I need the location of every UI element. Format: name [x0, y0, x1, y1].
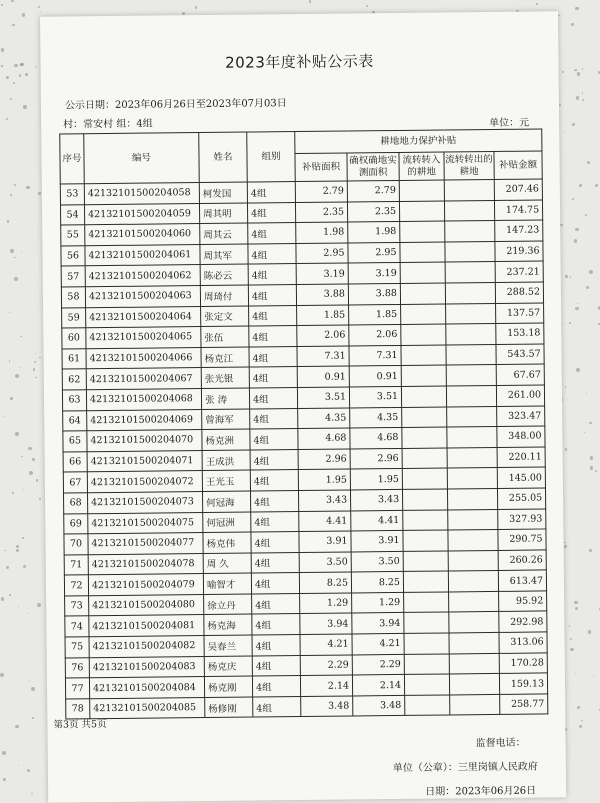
cell-transfer-in	[400, 242, 445, 263]
cell-seq: 53	[60, 184, 84, 205]
cell-group: 4组	[253, 696, 301, 717]
cell-name: 周 久	[203, 553, 251, 574]
cell-seq: 74	[65, 616, 89, 637]
cell-seq: 78	[66, 699, 90, 720]
cell-amount: 323.47	[497, 405, 545, 426]
cell-seq: 75	[65, 637, 89, 658]
cell-confirmed-area: 1.29	[352, 592, 404, 613]
cell-name: 周其云	[200, 223, 248, 244]
cell-seq: 71	[64, 554, 88, 575]
cell-transfer-out	[450, 694, 500, 715]
cell-transfer-in	[404, 612, 449, 633]
cell-group: 4组	[249, 346, 297, 367]
cell-confirmed-area: 3.51	[349, 386, 401, 407]
cell-code: 42132101500204082	[89, 636, 204, 658]
cell-amount: 255.05	[497, 488, 545, 509]
cell-code: 42132101500204077	[88, 533, 203, 555]
cell-code: 42132101500204085	[90, 697, 205, 719]
cell-area: 2.14	[300, 675, 352, 696]
cell-transfer-out	[446, 303, 496, 324]
cell-transfer-out	[448, 571, 498, 592]
cell-transfer-in	[401, 324, 446, 345]
cell-name: 周其军	[200, 244, 248, 265]
cell-transfer-in	[404, 674, 449, 695]
document-title: 2023年度补贴公示表	[225, 52, 374, 72]
header-area: 补贴面积	[295, 153, 347, 182]
cell-transfer-out	[447, 406, 497, 427]
cell-transfer-in	[401, 304, 446, 325]
cell-transfer-out	[446, 385, 496, 406]
cell-confirmed-area: 7.31	[349, 345, 401, 366]
period-label: 公示日期：	[64, 99, 116, 112]
cell-area: 2.95	[296, 243, 348, 264]
cell-confirmed-area: 4.21	[352, 633, 404, 654]
cell-transfer-out	[444, 179, 494, 200]
cell-amount: 147.23	[495, 220, 543, 241]
cell-area: 1.29	[300, 593, 352, 614]
cell-transfer-in	[403, 509, 448, 530]
cell-transfer-out	[449, 633, 499, 654]
cell-code: 42132101500204080	[89, 594, 204, 616]
cell-group: 4组	[249, 305, 297, 326]
subsidy-notice-sheet	[40, 11, 566, 802]
cell-name: 杨克洲	[202, 429, 250, 450]
cell-confirmed-area: 4.35	[350, 407, 402, 428]
cell-name: 杨克江	[201, 347, 249, 368]
cell-area: 3.50	[299, 552, 351, 573]
cell-transfer-out	[447, 468, 497, 489]
cell-confirmed-area: 2.06	[349, 325, 401, 346]
cell-name: 周其明	[199, 203, 247, 224]
cell-seq: 55	[61, 225, 85, 246]
cell-group: 4组	[252, 614, 300, 635]
cell-confirmed-area: 2.35	[347, 201, 399, 222]
table-row	[66, 694, 548, 720]
cell-group: 4组	[250, 470, 298, 491]
cell-code: 42132101500204060	[85, 224, 200, 246]
cell-confirmed-area: 4.68	[350, 428, 402, 449]
cell-amount: 159.13	[499, 673, 547, 694]
cell-area: 1.85	[297, 305, 349, 326]
cell-area: 4.41	[299, 510, 351, 531]
cell-amount: 67.67	[496, 364, 544, 385]
cell-seq: 68	[64, 493, 88, 514]
cell-confirmed-area: 1.85	[349, 304, 401, 325]
cell-code: 42132101500204066	[86, 347, 201, 369]
cell-confirmed-area: 3.50	[351, 551, 403, 572]
cell-code: 42132101500204072	[87, 471, 202, 493]
cell-area: 4.21	[300, 634, 352, 655]
cell-amount: 288.52	[495, 282, 543, 303]
cell-transfer-in	[404, 654, 449, 675]
cell-transfer-out	[449, 674, 499, 695]
cell-transfer-out	[448, 530, 498, 551]
village-group-line: 村：常安村 组：4组	[63, 118, 153, 131]
cell-name: 杨修刚	[205, 697, 253, 718]
cell-amount: 220.11	[497, 447, 545, 468]
cell-name: 徐立丹	[204, 594, 252, 615]
cell-group: 4组	[249, 387, 297, 408]
cell-seq: 73	[65, 596, 89, 617]
cell-name: 王光玉	[202, 470, 250, 491]
cell-amount: 174.75	[494, 200, 542, 221]
cell-transfer-in	[400, 262, 445, 283]
cell-area: 3.91	[299, 531, 351, 552]
cell-transfer-out	[448, 550, 498, 571]
cell-seq: 65	[63, 431, 87, 452]
cell-transfer-out	[447, 488, 497, 509]
cell-amount: 292.98	[499, 611, 547, 632]
cell-group: 4组	[251, 552, 299, 573]
cell-code: 42132101500204079	[88, 574, 203, 596]
cell-amount: 95.92	[499, 591, 547, 612]
cell-transfer-in	[402, 407, 447, 428]
cell-name: 王成洪	[202, 450, 250, 471]
period-value: 2023年06月26日至2023年07月03日	[114, 98, 287, 111]
cell-transfer-out	[448, 509, 498, 530]
cell-area: 3.48	[301, 696, 353, 717]
cell-seq: 58	[61, 287, 85, 308]
header-group: 组别	[247, 132, 296, 182]
header-confirmed-area: 确权确地实测面积	[347, 152, 399, 181]
header-code: 编号	[84, 133, 200, 184]
cell-name: 何冠海	[202, 491, 250, 512]
issuing-organization: 单位（公章）：三里岗镇人民政府	[392, 761, 538, 775]
cell-seq: 70	[64, 534, 88, 555]
cell-group: 4组	[248, 223, 296, 244]
cell-code: 42132101500204075	[88, 512, 203, 534]
supervision-phone-label: 监督电话：	[475, 737, 526, 750]
cell-area: 2.29	[300, 655, 352, 676]
cell-transfer-in	[399, 180, 444, 201]
cell-code: 42132101500204058	[84, 183, 199, 205]
cell-transfer-out	[447, 427, 497, 448]
cell-name: 杨克庆	[204, 656, 252, 677]
cell-seq: 63	[62, 390, 86, 411]
cell-group: 4组	[250, 490, 298, 511]
cell-group: 4组	[250, 449, 298, 470]
cell-amount: 327.93	[498, 508, 546, 529]
cell-area: 1.98	[296, 222, 348, 243]
cell-code: 42132101500204067	[86, 368, 201, 390]
cell-confirmed-area: 3.88	[348, 283, 400, 304]
cell-transfer-out	[446, 365, 496, 386]
header-transfer-in: 流转转入的耕地	[399, 152, 444, 180]
cell-area: 3.19	[296, 263, 348, 284]
cell-transfer-in	[401, 386, 446, 407]
cell-group: 4组	[251, 532, 299, 553]
cell-seq: 57	[61, 266, 85, 287]
cell-transfer-in	[399, 201, 444, 222]
cell-transfer-out	[445, 262, 495, 283]
cell-transfer-in	[402, 468, 447, 489]
cell-transfer-out	[444, 200, 494, 221]
cell-code: 42132101500204071	[87, 450, 202, 472]
cell-seq: 61	[62, 348, 86, 369]
cell-transfer-in	[401, 345, 446, 366]
cell-group: 4组	[252, 655, 300, 676]
cell-area: 3.43	[298, 490, 350, 511]
cell-amount: 153.18	[496, 323, 544, 344]
cell-confirmed-area: 3.91	[351, 531, 403, 552]
cell-confirmed-area: 8.25	[351, 572, 403, 593]
cell-transfer-in	[400, 283, 445, 304]
cell-amount: 137.57	[496, 303, 544, 324]
cell-transfer-out	[445, 221, 495, 242]
cell-seq: 66	[63, 451, 87, 472]
cell-confirmed-area: 1.95	[350, 469, 402, 490]
cell-group: 4组	[252, 593, 300, 614]
cell-seq: 64	[63, 410, 87, 431]
cell-confirmed-area: 2.95	[348, 242, 400, 263]
cell-group: 4组	[248, 264, 296, 285]
cell-transfer-in	[402, 427, 447, 448]
cell-confirmed-area: 2.29	[352, 654, 404, 675]
cell-group: 4组	[249, 326, 297, 347]
cell-area: 2.96	[298, 449, 350, 470]
cell-name: 张伍	[201, 326, 249, 347]
cell-amount: 219.36	[495, 241, 543, 262]
cell-seq: 56	[61, 246, 85, 267]
cell-amount: 290.75	[498, 529, 546, 550]
cell-transfer-in	[403, 530, 448, 551]
cell-area: 7.31	[297, 346, 349, 367]
subsidy-table	[59, 128, 548, 719]
cell-code: 42132101500204065	[86, 327, 201, 349]
cell-name: 杨克伟	[203, 532, 251, 553]
cell-seq: 54	[60, 204, 84, 225]
cell-transfer-in	[402, 448, 447, 469]
cell-code: 42132101500204083	[89, 656, 204, 678]
cell-group: 4组	[250, 408, 298, 429]
cell-name: 陈必云	[200, 264, 248, 285]
cell-confirmed-area: 0.91	[349, 366, 401, 387]
cell-area: 8.25	[299, 572, 351, 593]
cell-transfer-out	[445, 282, 495, 303]
cell-seq: 77	[65, 678, 89, 699]
cell-group: 4组	[252, 676, 300, 697]
cell-amount: 207.46	[494, 179, 542, 200]
cell-confirmed-area: 1.98	[348, 222, 400, 243]
cell-amount: 170.28	[499, 653, 547, 674]
cell-area: 0.91	[297, 366, 349, 387]
cell-confirmed-area: 3.43	[350, 489, 402, 510]
cell-code: 42132101500204063	[85, 286, 200, 308]
cell-code: 42132101500204073	[88, 491, 203, 513]
cell-name: 张光银	[201, 367, 249, 388]
cell-transfer-out	[446, 344, 496, 365]
cell-name: 喻智才	[203, 573, 251, 594]
cell-confirmed-area: 3.48	[353, 695, 405, 716]
cell-group: 4组	[251, 573, 299, 594]
cell-area: 3.94	[300, 613, 352, 634]
cell-code: 42132101500204064	[86, 306, 201, 328]
cell-name: 吴春兰	[204, 635, 252, 656]
cell-confirmed-area: 2.14	[352, 675, 404, 696]
cell-name: 周琦付	[200, 285, 248, 306]
page-indicator: 第3页 共5页	[53, 719, 107, 731]
cell-code: 42132101500204059	[84, 203, 199, 225]
cell-confirmed-area: 4.41	[351, 510, 403, 531]
cell-name: 杨克刚	[204, 676, 252, 697]
cell-name: 张定文	[201, 306, 249, 327]
cell-area: 3.51	[297, 387, 349, 408]
cell-transfer-in	[404, 633, 449, 654]
header-name: 姓名	[199, 132, 248, 182]
cell-transfer-out	[446, 324, 496, 345]
cell-transfer-out	[447, 447, 497, 468]
cell-group: 4组	[248, 243, 296, 264]
cell-confirmed-area: 3.19	[348, 263, 400, 284]
cell-group: 4组	[248, 285, 296, 306]
cell-code: 42132101500204061	[85, 244, 200, 266]
cell-transfer-in	[400, 221, 445, 242]
cell-transfer-out	[449, 612, 499, 633]
cell-amount: 260.26	[498, 550, 546, 571]
cell-transfer-in	[405, 695, 450, 716]
header-seq: 序号	[60, 134, 85, 184]
cell-name: 何冠洲	[203, 512, 251, 533]
table-body	[60, 179, 548, 719]
cell-transfer-in	[403, 551, 448, 572]
cell-name: 曾海军	[202, 409, 250, 430]
cell-amount: 145.00	[497, 467, 545, 488]
cell-area: 4.68	[298, 428, 350, 449]
cell-seq: 72	[64, 575, 88, 596]
header-amount: 补贴金额	[494, 151, 542, 180]
cell-group: 4组	[251, 511, 299, 532]
cell-group: 4组	[247, 182, 295, 203]
cell-confirmed-area: 2.79	[347, 180, 399, 201]
cell-code: 42132101500204081	[89, 615, 204, 637]
cell-amount: 261.00	[496, 385, 544, 406]
cell-group: 4组	[252, 635, 300, 656]
cell-name: 柯发国	[199, 182, 247, 203]
cell-transfer-out	[449, 653, 499, 674]
cell-transfer-out	[445, 241, 495, 262]
cell-transfer-in	[403, 571, 448, 592]
cell-area: 2.35	[295, 202, 347, 223]
cell-area: 1.95	[298, 469, 350, 490]
cell-group: 4组	[249, 367, 297, 388]
cell-seq: 67	[63, 472, 87, 493]
cell-group: 4组	[250, 429, 298, 450]
cell-transfer-in	[404, 592, 449, 613]
cell-confirmed-area: 2.96	[350, 448, 402, 469]
cell-area: 4.35	[298, 408, 350, 429]
cell-confirmed-area: 3.94	[352, 613, 404, 634]
cell-code: 42132101500204062	[85, 265, 200, 287]
cell-amount: 348.00	[497, 426, 545, 447]
cell-seq: 69	[64, 513, 88, 534]
cell-transfer-in	[401, 365, 446, 386]
cell-code: 42132101500204084	[89, 677, 204, 699]
cell-transfer-out	[449, 591, 499, 612]
cell-amount: 543.57	[496, 344, 544, 365]
cell-amount: 313.06	[499, 632, 547, 653]
cell-code: 42132101500204068	[86, 388, 201, 410]
cell-seq: 62	[62, 369, 86, 390]
header-section: 耕地地力保护补贴	[295, 129, 542, 154]
issue-date: 日期：2023年06月26日	[425, 785, 537, 798]
cell-name: 张 涛	[201, 388, 249, 409]
cell-area: 2.06	[297, 325, 349, 346]
cell-seq: 60	[62, 328, 86, 349]
cell-name: 杨克海	[204, 614, 252, 635]
publication-period	[65, 94, 287, 111]
cell-amount: 613.47	[498, 570, 546, 591]
cell-amount: 237.21	[495, 261, 543, 282]
cell-group: 4组	[247, 202, 295, 223]
header-transfer-out: 流转转出的耕地	[444, 151, 494, 180]
cell-amount: 258.77	[500, 694, 548, 715]
cell-area: 2.79	[295, 181, 347, 202]
cell-code: 42132101500204078	[88, 553, 203, 575]
cell-transfer-in	[402, 489, 447, 510]
cell-area: 3.88	[296, 284, 348, 305]
cell-seq: 59	[62, 307, 86, 328]
cell-code: 42132101500204069	[87, 409, 202, 431]
currency-unit: 单位：元	[489, 117, 530, 130]
cell-seq: 76	[65, 657, 89, 678]
cell-code: 42132101500204070	[87, 430, 202, 452]
